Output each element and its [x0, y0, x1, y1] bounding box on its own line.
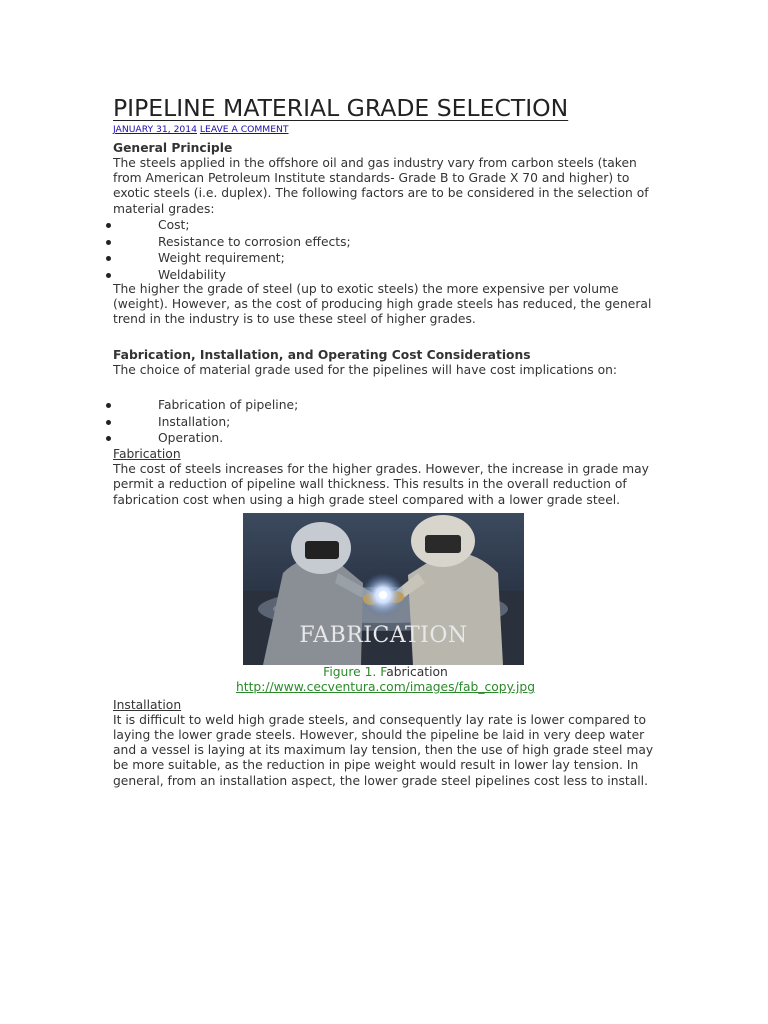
list-item: Fabrication of pipeline; — [113, 397, 658, 414]
leave-comment-link[interactable]: LEAVE A COMMENT — [199, 124, 289, 135]
caption-rest: abrication — [386, 664, 448, 679]
costs-intro: The choice of material grade used for the pipelines will have cost implications on: — [113, 362, 618, 377]
page-title: PIPELINE MATERIAL GRADE SELECTION — [113, 94, 569, 122]
list-item: Operation. — [113, 430, 658, 447]
general-outro: The higher the grade of steel (up to exotic steels) the more expensive per volume (weight). However, as the cost of producing high grade steels has reduced, the general trend in the industry is to use these steel of higher grades. — [113, 282, 652, 327]
fabrication-image-label: FABRICATION — [299, 622, 468, 648]
caption-prefix: Figure 1. F — [323, 664, 387, 679]
post-date-link[interactable]: JANUARY 31, 2014 — [113, 124, 197, 135]
figure-caption — [113, 665, 658, 681]
list-item: Resistance to corrosion effects; — [113, 234, 658, 251]
cost-considerations-heading: Fabrication, Installation, and Operating Cost Considerations — [113, 347, 531, 362]
installation-text: It is difficult to weld high grade steels, and consequently lay rate is lower compared to laying the lower grade steels. However, should the pipeline be laid in very deep water and a vessel is laying at its maximum lay tension, then the use of high grade steel may be more suitable, as the reduction in pipe weight would result in lower lay tension. In general, from an installation aspect, the lower grade steel pipelines cost less to install. — [113, 712, 654, 788]
fabrication-image — [243, 513, 524, 665]
fabrication-text: The cost of steels increases for the higher grades. However, the increase in grade may permit a reduction of pipeline wall thickness. This results in the overall reduction of fabrication cost when using a high grade steel compared with a lower grade steel. — [113, 462, 649, 507]
list-item: Weight requirement; — [113, 250, 658, 267]
list-item: Weldability — [113, 267, 658, 284]
general-principle-heading: General Principle — [113, 141, 233, 155]
installation-heading: Installation — [113, 697, 182, 712]
list-item: Cost; — [113, 217, 658, 234]
cost-list — [113, 397, 658, 447]
post-meta — [113, 123, 658, 136]
fabrication-heading: Fabrication — [113, 447, 181, 462]
factor-list — [113, 217, 658, 284]
list-item: Installation; — [113, 414, 658, 431]
figure-source-link[interactable]: http://www.cecventura.com/images/fab_copy.jpg — [235, 680, 536, 695]
general-intro: The steels applied in the offshore oil and gas industry vary from carbon steels (taken from American Petroleum Institute standards- Grade B to Grade X 70 and higher) to exotic steels (i.e. duplex). The following factors are to be considered in the selection of material grades: — [113, 156, 649, 216]
figure-source — [113, 680, 658, 696]
article — [113, 94, 658, 789]
